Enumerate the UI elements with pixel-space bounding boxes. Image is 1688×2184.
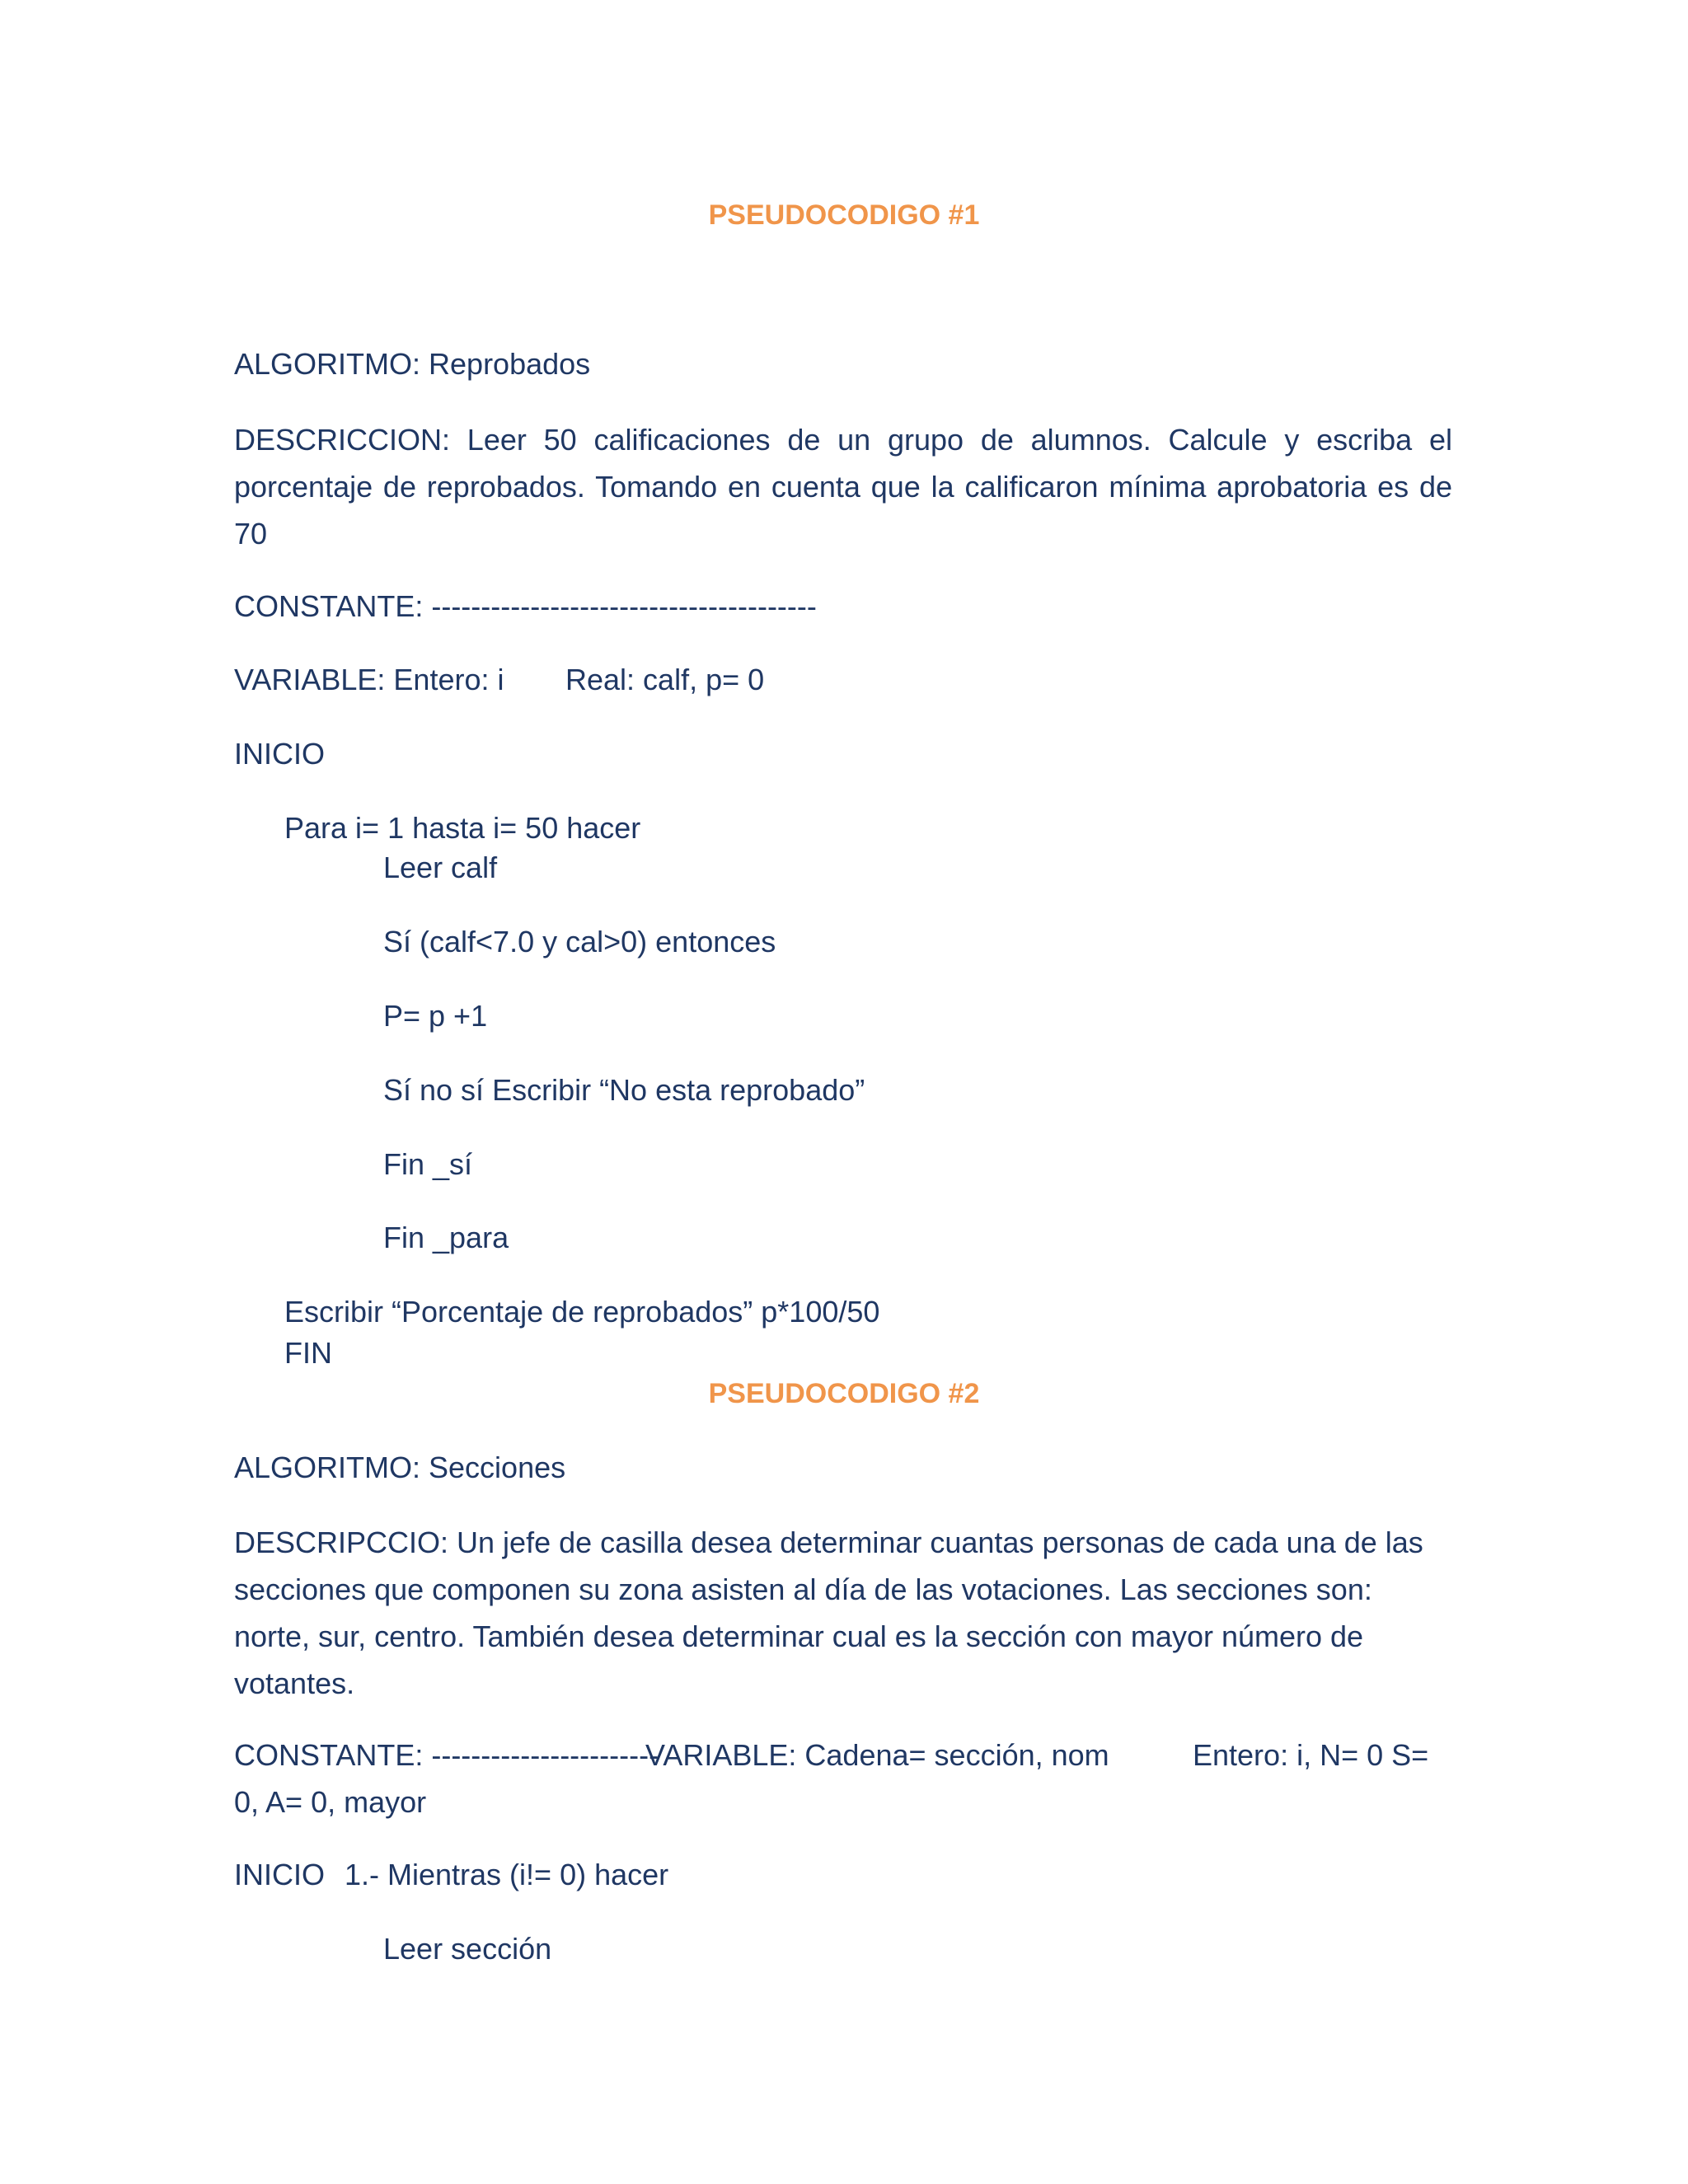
code-line-si: Sí (calf<7.0 y cal>0) entonces bbox=[383, 925, 776, 958]
section1-title: PSEUDOCODIGO #1 bbox=[708, 199, 980, 231]
section2-inicio: INICIO bbox=[234, 1858, 326, 1891]
section1-constante: CONSTANTE: --------------------------------------- bbox=[234, 589, 817, 623]
code-line-leer-calf: Leer calf bbox=[383, 851, 498, 884]
section1-descripcion: DESCRICCION: Leer 50 calificaciones de un grupo de alumnos. Calcule y escriba el porcentaje de reprobados. Tomando en cuenta que la calificaron mínima aprobatoria es de 70 bbox=[234, 423, 1452, 551]
code-line-fin-si: Fin _sí bbox=[383, 1147, 473, 1181]
section1-algoritmo: ALGORITMO: Reprobados bbox=[234, 347, 591, 381]
section2-algoritmo: ALGORITMO: Secciones bbox=[234, 1451, 566, 1484]
section2-variable-cadena: VARIABLE: Cadena= sección, nom bbox=[645, 1738, 1109, 1772]
section2-variable-cont: 0, A= 0, mayor bbox=[234, 1785, 427, 1819]
section2-constante: CONSTANTE: ----------------------- bbox=[234, 1738, 659, 1772]
section1-inicio: INICIO bbox=[234, 737, 326, 771]
section2-descripcion: DESCRIPCCIO: Un jefe de casilla desea determinar cuantas personas de cada una de las secciones que componen su zona asisten al día de las votaciones. Las secciones son: norte, sur, centro. También desea determinar cual es la sección con mayor número de votantes. bbox=[234, 1526, 1423, 1700]
section2-mientras: 1.- Mientras (i!= 0) hacer bbox=[345, 1858, 669, 1891]
code-line-escribir: Escribir “Porcentaje de reprobados” p*100/50 bbox=[284, 1295, 880, 1329]
section1-variable-real: Real: calf, p= 0 bbox=[565, 663, 765, 696]
code-line-fin-para: Fin _para bbox=[383, 1221, 509, 1254]
section2-variable-entero: Entero: i, N= 0 S= bbox=[1193, 1738, 1429, 1772]
section1-variable-entero: VARIABLE: Entero: i bbox=[234, 663, 504, 696]
code-line-si-no: Sí no sí Escribir “No esta reprobado” bbox=[383, 1073, 865, 1107]
section2-title: PSEUDOCODIGO #2 bbox=[708, 1378, 980, 1409]
code-line-p-increment: P= p +1 bbox=[383, 999, 488, 1033]
section2-leer-seccion: Leer sección bbox=[383, 1932, 552, 1966]
code-line-para: Para i= 1 hasta i= 50 hacer bbox=[284, 811, 641, 845]
code-line-fin: FIN bbox=[284, 1336, 332, 1370]
